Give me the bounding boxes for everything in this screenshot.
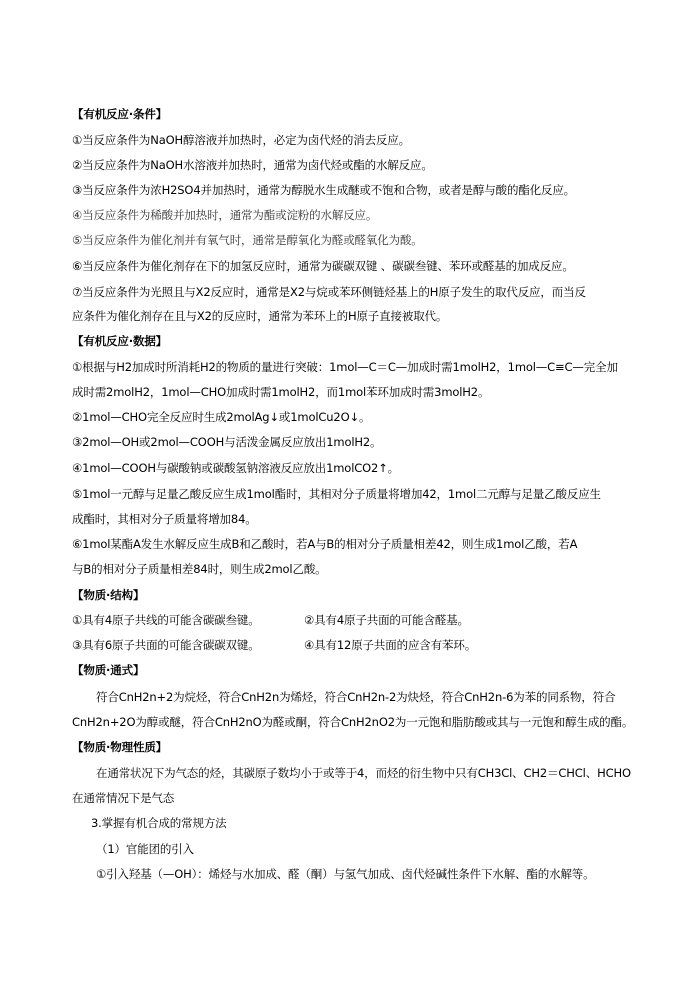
physical-properties-line-2: 在通常情况下是气态 (72, 791, 175, 805)
condition-item-5: ⑤当反应条件为催化剂并有氧气时，通常是醇氧化为醛或醛氧化为酸。 (72, 233, 423, 247)
condition-item-1: ①当反应条件为NaOH醇溶液并加热时，必定为卤代烃的消去反应。 (72, 133, 411, 147)
data-item-6-line-1: ⑥1mol某酯A发生水解反应生成B和乙酸时，若A与B的相对分子质量相差42，则生成1mol乙酸，若A (72, 537, 578, 551)
section-heading-reaction-conditions: 【有机反应·条件】 (72, 107, 168, 121)
data-item-1-line-1: ①根据与H2加成时所消耗H2的物质的量进行突破：1mol—C＝C—加成时需1molH2，1mol—C≡C—完全加 (72, 360, 618, 374)
condition-item-7-line-2: 应条件为催化剂存在且与X2的反应时，通常为苯环上的H原子直接被取代。 (72, 309, 448, 323)
data-item-5-line-2: 成酯时，其相对分子质量将增加84。 (72, 512, 257, 526)
synthesis-item-1: ①引入羟基（—OH）：烯烃与水加成、醛（酮）与氢气加成、卤代烃碱性条件下水解、酯的水解等。 (96, 867, 595, 881)
section-heading-structure: 【物质·结构】 (72, 588, 145, 602)
data-item-5-line-1: ⑤1mol一元醇与足量乙酸反应生成1mol酯时，其相对分子质量将增加42，1mol二元醇与足量乙酸反应生 (72, 487, 601, 501)
section-heading-physical-properties: 【物质·物理性质】 (72, 740, 168, 754)
physical-properties-line-1: 在通常状况下为气态的烃，其碳原子数均小于或等于4，而烃的衍生物中只有CH3Cl、CH2＝CHCl、HCHO (96, 766, 631, 780)
structure-row-2 (72, 637, 632, 653)
structure-item-3: ③具有6原子共面的可能含碳碳双键。 (72, 638, 260, 652)
section-heading-reaction-data: 【有机反应·数据】 (72, 334, 168, 348)
synthesis-title: 3.掌握有机合成的常规方法 (91, 816, 227, 830)
data-item-6-line-2: 与B的相对分子质量相差84时，则生成2mol乙酸。 (72, 562, 327, 576)
section-heading-general-formula: 【物质·通式】 (72, 663, 145, 677)
general-formula-line-1: 符合CnH2n+2为烷烃，符合CnH2n为烯烃，符合CnH2n-2为炔烃，符合CnH2n-6为苯的同系物，符合 (96, 690, 616, 704)
structure-item-1: ①具有4原子共线的可能含碳碳叁键。 (72, 613, 260, 627)
general-formula-line-2: CnH2n+2O为醇或醚，符合CnH2nO为醛或酮，符合CnH2nO2为一元饱和脂肪酸或其与一元饱和醇生成的酯。 (72, 715, 634, 729)
structure-item-2: ②具有4原子共面的可能含醛基。 (304, 613, 469, 627)
structure-row-1 (72, 612, 632, 628)
condition-item-4: ④当反应条件为稀酸并加热时，通常为酯或淀粉的水解反应。 (72, 208, 378, 222)
condition-item-2: ②当反应条件为NaOH水溶液并加热时，通常为卤代烃或酯的水解反应。 (72, 158, 433, 172)
data-item-2: ②1mol—CHO完全反应时生成2molAg↓或1molCu2O↓。 (72, 410, 371, 424)
structure-item-4: ④具有12原子共面的应含有苯环。 (304, 638, 477, 652)
data-item-3: ③2mol—OH或2mol—COOH与活泼金属反应放出1molH2。 (72, 435, 382, 449)
data-item-4: ④1mol—COOH与碳酸钠或碳酸氢钠溶液反应放出1molCO2↑。 (72, 461, 400, 475)
condition-item-6: ⑥当反应条件为催化剂存在下的加氢反应时，通常为碳碳双键 、碳碳叁键、苯环或醛基的加成反应。 (72, 259, 574, 273)
condition-item-7-line-1: ⑦当反应条件为光照且与X2反应时，通常是X2与烷或苯环侧链烃基上的H原子发生的取代反应，而当反 (72, 285, 586, 299)
condition-item-3: ③当反应条件为浓H2SO4并加热时，通常为醇脱水生成醚或不饱和合物，或者是醇与酸的酯化反应。 (72, 183, 576, 197)
data-item-1-line-2: 成时需2molH2，1mol—CHO加成时需1molH2，而1mol苯环加成时需3molH2。 (72, 385, 490, 399)
synthesis-subtitle: （1）官能团的引入 (96, 842, 194, 856)
